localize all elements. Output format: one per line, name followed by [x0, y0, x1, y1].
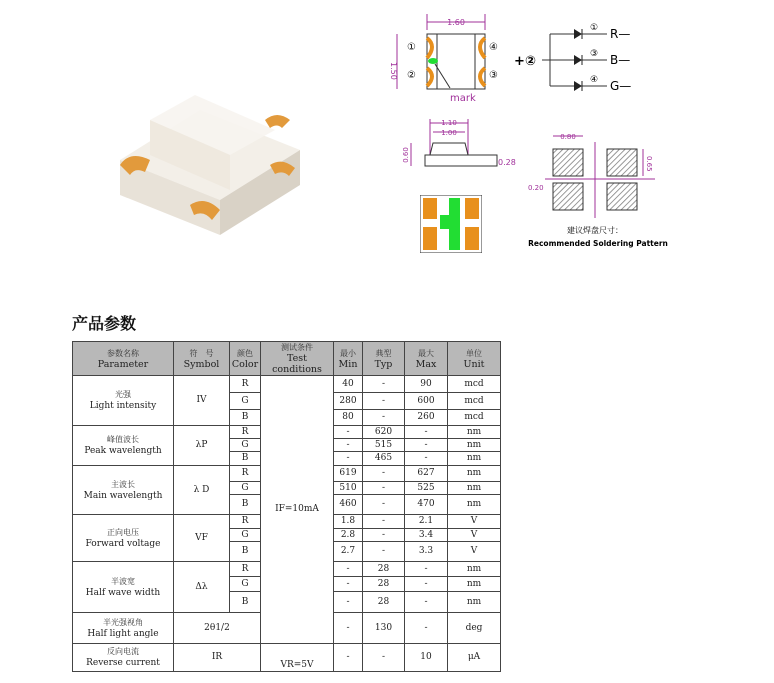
unit-cell: nm	[448, 482, 501, 495]
color-cell: B	[230, 592, 261, 613]
section-title: 产品参数	[72, 314, 137, 333]
diode-r	[550, 29, 607, 39]
color-cell: R	[230, 426, 261, 439]
typ-cell: 28	[363, 562, 405, 577]
parameter-cell	[73, 515, 174, 562]
circuit-pin-4: ④	[590, 75, 599, 85]
test-condition-cell: VR=5V	[261, 644, 334, 672]
led-product-photo	[100, 60, 320, 250]
header-en: Max	[415, 358, 437, 370]
symbol-cell: λ D	[174, 466, 230, 515]
header-cn: 符 号	[189, 348, 214, 358]
symbol-cell: λP	[174, 426, 230, 466]
output-r-label: R—	[610, 27, 631, 41]
header-en: Typ	[374, 358, 393, 370]
color-cell: R	[230, 562, 261, 577]
color-cell: G	[230, 482, 261, 495]
max-cell: 525	[405, 482, 448, 495]
typ-cell: -	[363, 410, 405, 426]
unit-cell: nm	[448, 466, 501, 482]
dim-base-height: 0.28	[498, 158, 516, 167]
parameter-cell	[73, 562, 174, 613]
parameter-cn: 半光强视角	[103, 617, 143, 627]
min-cell: 280	[334, 393, 363, 410]
table-header-row	[73, 342, 501, 376]
table-row	[73, 376, 501, 393]
column-header	[334, 342, 363, 376]
dim-pad-width: 0.80	[560, 133, 576, 141]
unit-cell: mcd	[448, 410, 501, 426]
parameter-cell	[73, 644, 174, 672]
header-cn: 最小	[340, 348, 356, 358]
max-cell: 10	[405, 644, 448, 672]
header-cn: 参数名称	[107, 348, 139, 358]
unit-cell: nm	[448, 577, 501, 592]
header-en: Unit	[463, 358, 485, 370]
column-header	[261, 342, 334, 376]
typ-cell: 28	[363, 592, 405, 613]
min-cell: 460	[334, 495, 363, 515]
header-en: Color	[231, 358, 259, 370]
parameter-en: Forward voltage	[85, 538, 161, 549]
parameter-cell	[73, 613, 174, 644]
header-cn: 颜色	[237, 348, 253, 358]
unit-cell: mcd	[448, 393, 501, 410]
min-cell: -	[334, 577, 363, 592]
parameter-en: Half light angle	[87, 628, 159, 639]
typ-cell: -	[363, 466, 405, 482]
column-header	[174, 342, 230, 376]
parameter-cell	[73, 466, 174, 515]
column-header	[73, 342, 174, 376]
pin-3-label: ③	[489, 70, 498, 81]
unit-cell: nm	[448, 426, 501, 439]
unit-cell: nm	[448, 592, 501, 613]
header-cn: 最大	[418, 348, 434, 358]
mark-label: mark	[450, 93, 476, 104]
max-cell: 627	[405, 466, 448, 482]
typ-cell: -	[363, 495, 405, 515]
max-cell: -	[405, 452, 448, 466]
min-cell: -	[334, 426, 363, 439]
dim-pad-gap: 0.20	[528, 184, 544, 192]
column-header	[230, 342, 261, 376]
pad-caption-cn: 建议焊盘尺寸：	[567, 226, 623, 235]
unit-cell: mcd	[448, 376, 501, 393]
unit-cell: V	[448, 515, 501, 529]
color-cell: B	[230, 410, 261, 426]
parameter-cell	[73, 426, 174, 466]
unit-cell: V	[448, 542, 501, 562]
min-cell: -	[334, 562, 363, 577]
symbol-cell: Δλ	[174, 562, 230, 613]
pin-4-label: ④	[489, 42, 498, 53]
color-cell: R	[230, 515, 261, 529]
typ-cell: 465	[363, 452, 405, 466]
parameter-cn: 反向电流	[107, 647, 139, 656]
unit-cell: nm	[448, 562, 501, 577]
min-cell: -	[334, 452, 363, 466]
min-cell: 2.8	[334, 529, 363, 542]
max-cell: -	[405, 592, 448, 613]
max-cell: -	[405, 562, 448, 577]
typ-cell: -	[363, 393, 405, 410]
parameter-cn: 峰值波长	[107, 435, 139, 444]
min-cell: -	[334, 613, 363, 644]
min-cell: 40	[334, 376, 363, 393]
min-cell: 510	[334, 482, 363, 495]
parameter-en: Light intensity	[89, 401, 157, 411]
bottom-view-diagram	[420, 195, 482, 253]
header-en: Min	[338, 358, 358, 370]
typ-cell: -	[363, 644, 405, 672]
color-cell: G	[230, 529, 261, 542]
max-cell: 3.3	[405, 542, 448, 562]
max-cell: -	[405, 613, 448, 644]
max-cell: 3.4	[405, 529, 448, 542]
test-condition-cell: IF=10mA	[261, 376, 334, 644]
typ-cell: -	[363, 482, 405, 495]
color-cell: R	[230, 466, 261, 482]
color-cell: B	[230, 542, 261, 562]
min-cell: -	[334, 592, 363, 613]
dim-width: 1.60	[447, 18, 465, 27]
max-cell: 90	[405, 376, 448, 393]
circuit-diagram	[512, 18, 642, 93]
pin-1-label: ①	[407, 42, 416, 53]
color-cell: G	[230, 439, 261, 452]
min-cell: 619	[334, 466, 363, 482]
unit-cell: V	[448, 529, 501, 542]
dim-side-width: 1.10	[441, 119, 457, 127]
dim-side-height: 0.60	[402, 147, 410, 163]
typ-cell: -	[363, 376, 405, 393]
soldering-pattern-diagram	[525, 130, 675, 255]
output-b-label: B—	[610, 53, 631, 67]
parameter-en: Reverse current	[86, 658, 160, 668]
table-row	[73, 644, 501, 672]
symbol-cell: IV	[174, 376, 230, 426]
parameters-table	[72, 341, 501, 672]
max-cell: -	[405, 426, 448, 439]
pad-caption-en: Recommended Soldering Pattern	[528, 239, 668, 248]
color-cell: B	[230, 452, 261, 466]
diode-b	[550, 55, 607, 65]
circuit-common-label: +②	[514, 54, 536, 69]
typ-cell: 620	[363, 426, 405, 439]
unit-cell: nm	[448, 439, 501, 452]
min-cell: -	[334, 439, 363, 452]
max-cell: 260	[405, 410, 448, 426]
typ-cell: -	[363, 529, 405, 542]
dim-height: 1.50	[389, 62, 398, 80]
header-en: Symbol	[183, 358, 220, 370]
typ-cell: 515	[363, 439, 405, 452]
parameter-cn: 半波宽	[111, 576, 135, 586]
dim-pad-height: 0.65	[645, 156, 653, 172]
pin-2-label: ②	[407, 70, 416, 81]
column-header	[448, 342, 501, 376]
top-view-diagram	[385, 10, 505, 105]
typ-cell: -	[363, 542, 405, 562]
typ-cell: 28	[363, 577, 405, 592]
parameter-cn: 主波长	[111, 479, 135, 489]
unit-cell: μA	[448, 644, 501, 672]
min-cell: 80	[334, 410, 363, 426]
header-cn: 典型	[375, 348, 392, 358]
max-cell: -	[405, 439, 448, 452]
header-cn: 测试条件	[281, 343, 313, 352]
typ-cell: 130	[363, 613, 405, 644]
unit-cell: nm	[448, 452, 501, 466]
parameter-en: Main wavelength	[83, 490, 163, 501]
symbol-cell: 2θ1/2	[174, 613, 261, 644]
parameter-en: Peak wavelength	[84, 446, 162, 456]
side-view-diagram	[400, 115, 520, 185]
column-header	[363, 342, 405, 376]
min-cell: 2.7	[334, 542, 363, 562]
max-cell: -	[405, 577, 448, 592]
header-en: Parameter	[97, 358, 149, 370]
color-cell: B	[230, 495, 261, 515]
circuit-pin-1: ①	[590, 23, 599, 33]
parameter-en: Half wave width	[85, 587, 161, 598]
max-cell: 470	[405, 495, 448, 515]
symbol-cell: IR	[174, 644, 261, 672]
dim-lens-width: 1.00	[441, 129, 457, 137]
color-cell: R	[230, 376, 261, 393]
circuit-pin-3: ③	[590, 49, 599, 59]
min-cell: -	[334, 644, 363, 672]
color-cell: G	[230, 577, 261, 592]
parameter-cell	[73, 376, 174, 426]
output-g-label: G—	[610, 79, 632, 93]
max-cell: 2.1	[405, 515, 448, 529]
unit-cell: deg	[448, 613, 501, 644]
unit-cell: nm	[448, 495, 501, 515]
header-cn: 单位	[466, 348, 482, 358]
header-en: Test conditions	[272, 353, 322, 375]
diode-g	[550, 81, 607, 91]
max-cell: 600	[405, 393, 448, 410]
symbol-cell: VF	[174, 515, 230, 562]
color-cell: G	[230, 393, 261, 410]
typ-cell: -	[363, 515, 405, 529]
parameter-cn: 正向电压	[107, 527, 139, 537]
min-cell: 1.8	[334, 515, 363, 529]
column-header	[405, 342, 448, 376]
parameter-cn: 光强	[115, 390, 131, 399]
